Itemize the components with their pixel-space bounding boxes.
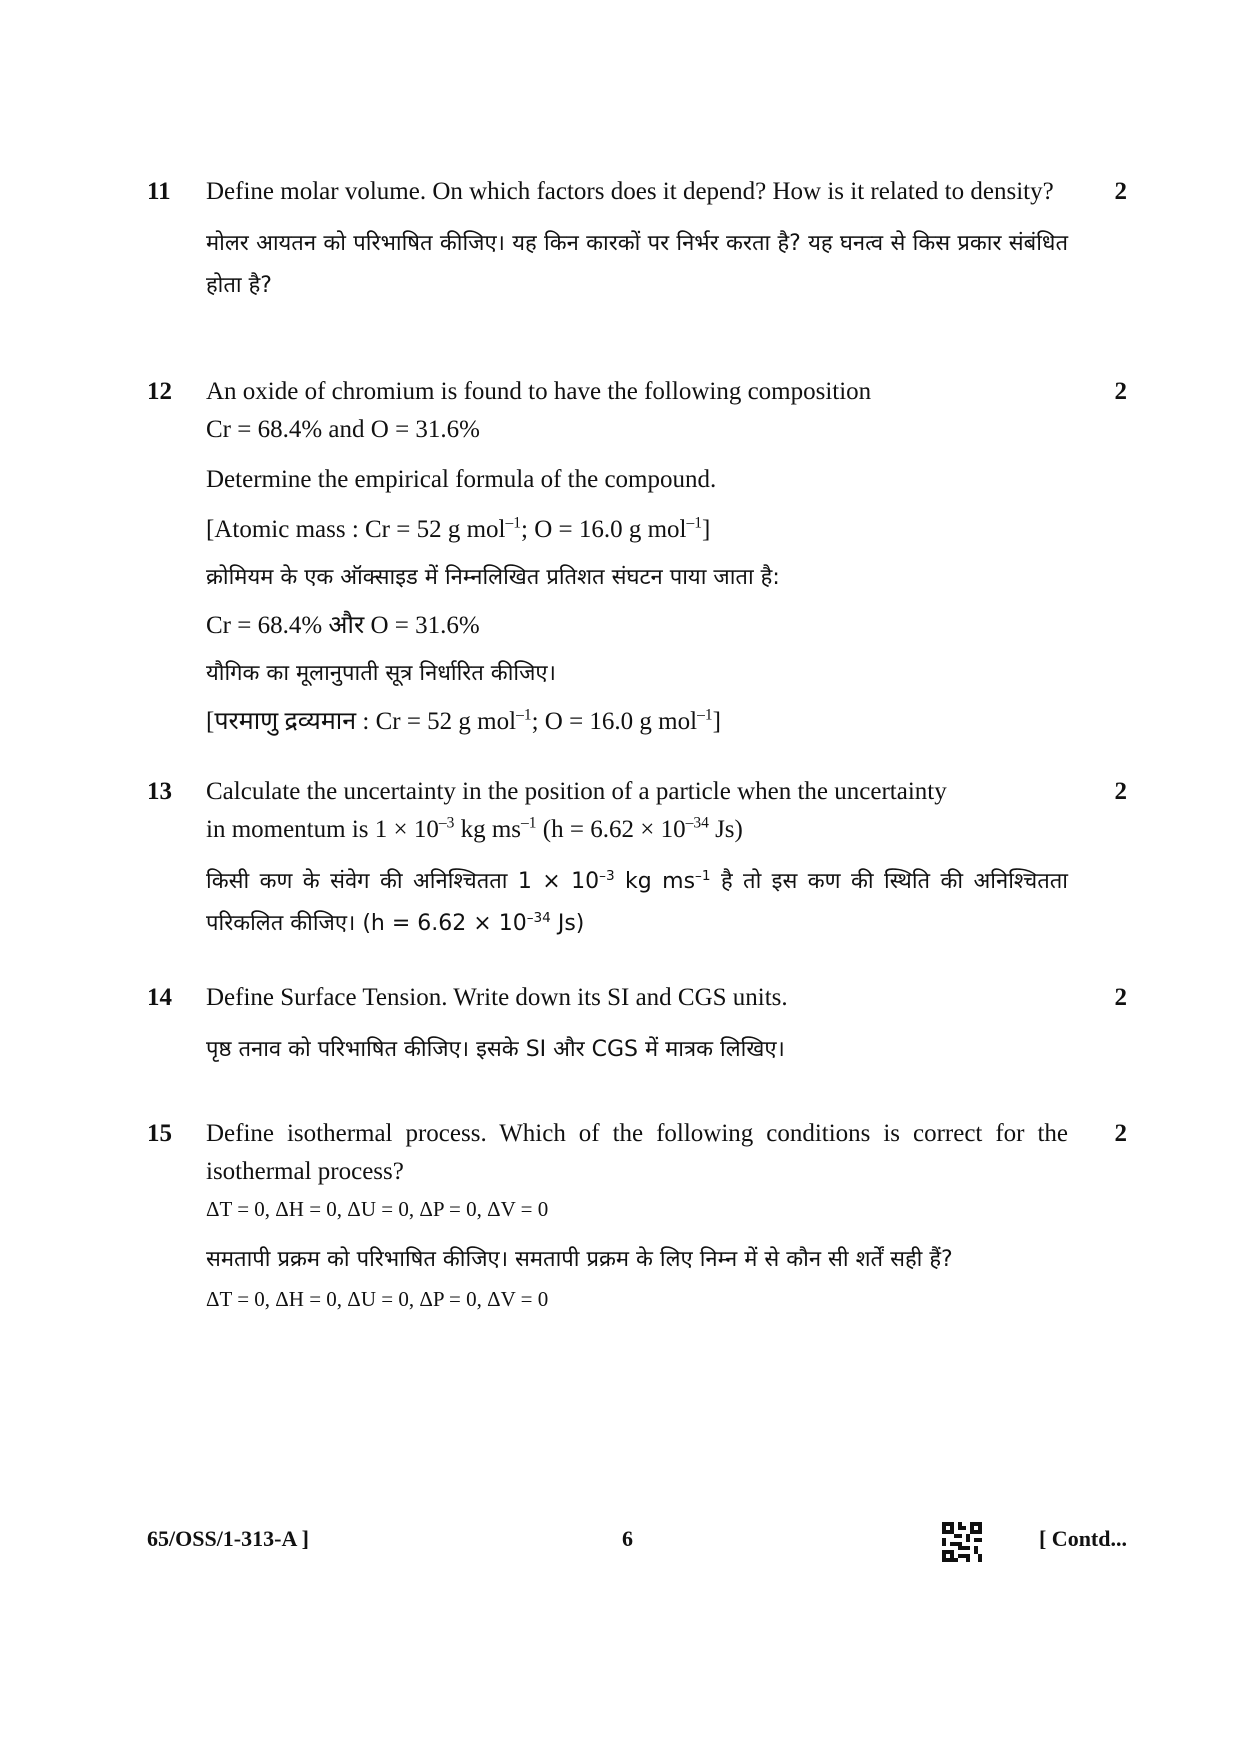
question-number: 14 — [147, 984, 172, 1011]
question-body — [206, 1115, 1068, 1317]
question-text-english: Define Surface Tension. Write down its SI and CGS units. — [206, 984, 788, 1011]
question-body — [206, 173, 1068, 307]
question-text-hindi: पृष्ठ तनाव को परिभाषित कीजिए। इसके SI और CGS में मात्रक लिखिए। — [206, 1037, 785, 1062]
question-text-english: Define isothermal process. Which of the following conditions is correct for the isothermal process? — [206, 1120, 1068, 1185]
question-text-english: Calculate the uncertainty in the position of a particle when the uncertainty — [206, 778, 947, 805]
question-text-hindi: क्रोमियम के एक ऑक्साइड में निम्नलिखित प्रतिशत संघटन पाया जाता है: — [206, 565, 780, 590]
question-text-english-line2: in momentum is $1 \times 10^{-3}$ kg $ms^{-1}$ ($h = 6.62 \times 10^{-34}$ Js) — [206, 814, 743, 843]
question-text-hindi: मोलर आयतन को परिभाषित कीजिए। यह किन कारकों पर निर्भर करता है? यह घनत्व से किस प्रकार संबंधित होता है? — [206, 231, 1068, 298]
composition-line: Cr = 68.4% and O = 31.6% — [206, 416, 480, 443]
question-marks: 2 — [1114, 1120, 1127, 1147]
page-footer — [147, 1522, 1127, 1562]
qr-code-icon — [942, 1522, 982, 1562]
question-number: 11 — [147, 178, 171, 205]
page-number: 6 — [622, 1526, 633, 1551]
question-marks: 2 — [1114, 178, 1127, 205]
question-body — [206, 979, 1068, 1071]
instruction-line-hindi: यौगिक का मूलानुपाती सूत्र निर्धारित कीजिए। — [206, 661, 556, 686]
question-text-hindi: समतापी प्रक्रम को परिभाषित कीजिए। समतापी प्रक्रम के लिए निम्न में से कौन सी शर्तें सही हैं? — [206, 1247, 953, 1272]
atomic-mass-line: [Atomic mass : Cr = 52 g mol$^{-1}$; O = 16.0 g mol$^{-1}$] — [206, 514, 711, 543]
question-11 — [147, 173, 1127, 307]
question-text-english: An oxide of chromium is found to have the following composition — [206, 378, 872, 405]
question-text-english: Define molar volume. On which factors does it depend? How is it related to density? — [206, 178, 1054, 205]
question-14 — [147, 979, 1127, 1071]
question-marks: 2 — [1114, 778, 1127, 805]
question-number: 15 — [147, 1120, 172, 1147]
question-number: 12 — [147, 378, 172, 405]
question-body — [206, 373, 1068, 741]
question-15 — [147, 1115, 1127, 1317]
question-13 — [147, 773, 1127, 945]
instruction-line: Determine the empirical formula of the compound. — [206, 466, 717, 493]
question-body — [206, 773, 1068, 945]
condition-formula: ΔT = 0, ΔH = 0, ΔU = 0, ΔP = 0, ΔV = 0 — [206, 1197, 549, 1221]
question-marks: 2 — [1114, 378, 1127, 405]
condition-formula-hindi: ΔT = 0, ΔH = 0, ΔU = 0, ΔP = 0, ΔV = 0 — [206, 1287, 549, 1311]
paper-code: 65/OSS/1-313-A ] — [147, 1526, 309, 1551]
question-12 — [147, 373, 1127, 741]
composition-line-hindi: Cr = 68.4% और O = 31.6% — [206, 612, 480, 639]
question-marks: 2 — [1114, 984, 1127, 1011]
continued-label: [ Contd... — [1038, 1526, 1127, 1551]
atomic-mass-line-hindi: [परमाणु द्रव्यमान : Cr = 52 g mol$^{-1}$; O = 16.0 g mol$^{-1}$] — [206, 706, 721, 735]
question-number: 13 — [147, 778, 172, 805]
question-text-hindi: किसी कण के संवेग की अनिश्चितता $1 \times 10^{-3}$ kg $ms^{-1}$ है तो इस कण की स्थिति की अनिश्चितता परिकलित कीजिए। ($h = 6.62 \times 10^{-34}$ Js) — [206, 867, 1068, 936]
